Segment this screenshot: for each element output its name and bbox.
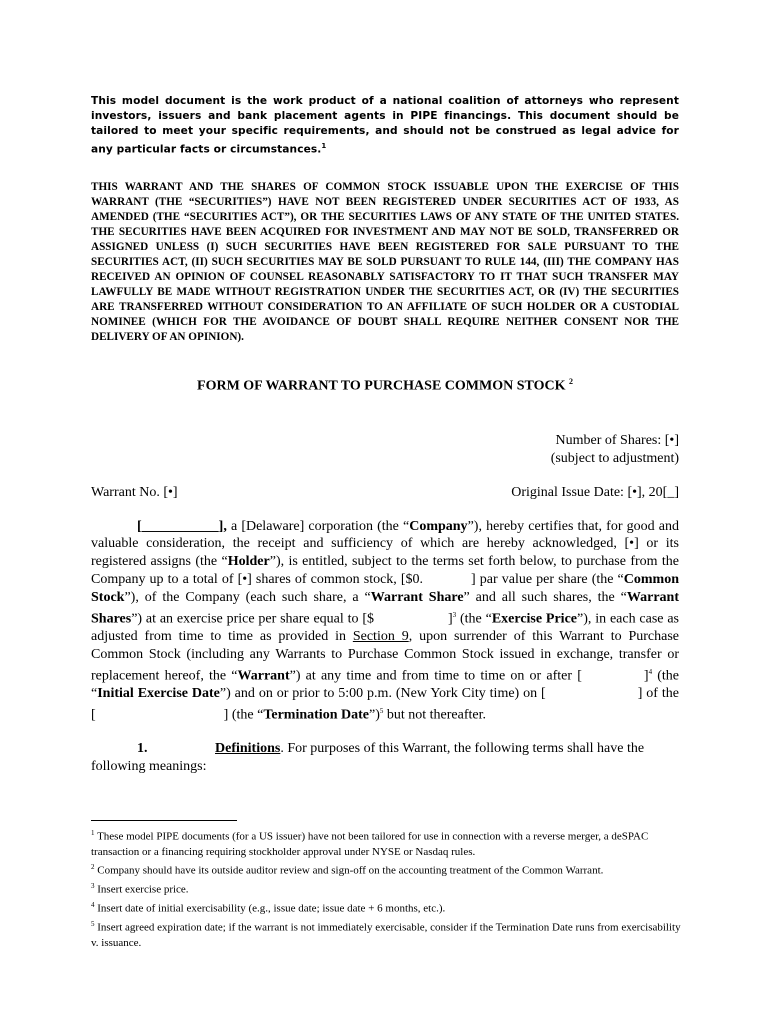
section-9-reference: Section 9	[352, 629, 409, 645]
para-text: ”), is entitled, subject to the terms set forth below, to purchase from the Company up to a total of [•] shares of common stock, [$0.	[91, 554, 680, 587]
footnote-number: 3	[91, 881, 95, 890]
term-exercise-price: Exercise Price	[491, 611, 578, 627]
footnote-ref-4: 4	[648, 667, 653, 676]
definitions-heading: Definitions	[215, 741, 281, 757]
term-holder: Holder	[227, 554, 270, 570]
footnote-number: 5	[91, 919, 95, 928]
warrant-number: Warrant No. [•]	[91, 484, 178, 500]
para-text: ” and all such shares, the “	[463, 589, 627, 605]
para-text: ] (the “	[223, 707, 264, 723]
para-text: but not thereafter.	[383, 707, 487, 723]
number-of-shares: Number of Shares: [•]	[555, 433, 679, 449]
footnote-4	[91, 898, 681, 917]
footnote-ref-3: 3	[452, 610, 457, 619]
term-warrant: Warrant	[237, 668, 290, 684]
title-text: FORM OF WARRANT TO PURCHASE COMMON STOCK	[197, 378, 566, 394]
para-text: ”), of the Company (each such share, a “	[124, 589, 371, 605]
para-text: ]	[448, 611, 453, 627]
company-name-blank: [___________],	[137, 518, 227, 534]
original-issue-date: Original Issue Date: [•], 20[_]	[511, 484, 679, 500]
document-title	[91, 377, 679, 395]
term-warrant-shares: Warrant Shares	[91, 589, 679, 627]
notice-text: This model document is the work product of a national coalition of attorneys who represent investors, issuers and bank placement agents in PIPE financings. This document should be tailored to meet your specific requirements, and should not be construed as legal advice for any particular facts or circumstances.	[91, 95, 679, 156]
model-document-notice	[91, 94, 679, 158]
footnote-1	[91, 826, 681, 860]
footnote-text: Insert agreed expiration date; if the warrant is not immediately exercisable, consider if the Termination Date runs from exercisability v. issuance.	[91, 921, 681, 949]
footnote-5	[91, 917, 681, 951]
footnote-text: Insert exercise price.	[97, 883, 189, 896]
term-initial-exercise-date: Initial Exercise Date	[97, 686, 220, 702]
definitions-section	[91, 740, 679, 776]
para-text: ”)	[368, 707, 380, 723]
term-termination-date: Termination Date	[263, 707, 369, 723]
footnote-number: 2	[91, 863, 95, 872]
document-page	[91, 94, 679, 790]
footnote-text: Company should have its outside auditor review and sign-off on the accounting treatment of the Common Warrant.	[97, 864, 604, 877]
footnote-separator	[91, 820, 237, 821]
para-text: ”), hereby certifies that, for good and valuable consideration, the receipt and sufficiency of which are hereby acknowledged, [•] or its registered assigns (the “	[91, 518, 679, 570]
term-company: Company	[409, 518, 468, 534]
definitions-text: . For purposes of this Warrant, the following terms shall have the following meanings:	[91, 741, 645, 775]
footnote-number: 4	[91, 900, 95, 909]
term-warrant-share: Warrant Share	[370, 589, 464, 605]
para-text: (the “	[91, 668, 680, 702]
footnote-text: Insert date of initial exercisability (e.g., issue date; issue date + 6 months, etc.).	[97, 902, 446, 915]
footnote-ref-5: 5	[379, 706, 384, 715]
para-text: ”) and on or prior to 5:00 p.m. (New York City time) on [	[219, 686, 546, 702]
section-number: 1.	[137, 741, 148, 757]
securities-legend: THIS WARRANT AND THE SHARES OF COMMON STOCK ISSUABLE UPON THE EXERCISE OF THIS WARRANT (THE “SECURITIES”) HAVE NOT BEEN REGISTERED UNDER SECURITIES ACT OF 1933, AS AMENDED (THE “SECURITIES ACT”), OR THE SECURITIES LAWS OF ANY STATE OF THE UNITED STATES. THE SECURITIES HAVE BEEN ACQUIRED FOR INVESTMENT AND MAY NOT BE SOLD, TRANSFERRED OR ASSIGNED UNLESS (I) SUCH SECURITIES HAVE BEEN REGISTERED FOR SALE PURSUANT TO THE SECURITIES ACT, (II) SUCH SECURITIES MAY BE SOLD PURSUANT TO RULE 144, (III) THE COMPANY HAS RECEIVED AN OPINION OF COUNSEL REASONABLY SATISFACTORY TO IT THAT SUCH TRANSFER MAY LAWFULLY BE MADE WITHOUT REGISTRATION UNDER THE SECURITIES ACT, OR (IV) THE SECURITIES ARE TRANSFERRED WITHOUT CONSIDERATION TO AN AFFILIATE OF SUCH HOLDER OR A CUSTODIAL NOMINEE (WHICH FOR THE AVOIDANCE OF DOUBT SHALL REQUIRE NEITHER CONSENT NOR THE DELIVERY OF AN OPINION).	[91, 180, 679, 343]
warrant-main-paragraph	[91, 518, 679, 725]
para-text: ”) at any time and from time to time on or after [	[289, 668, 582, 684]
warrant-header-row	[91, 484, 679, 502]
shares-block	[91, 432, 679, 468]
para-text: ]	[643, 668, 649, 684]
term-common-stock: Common Stock	[91, 571, 680, 605]
para-text: (the “	[456, 611, 492, 627]
footnote-ref-2: 2	[568, 376, 573, 386]
para-text: , upon surrender of this Warrant to Purchase Common Stock (including any Warrants to Purchase Common Stock issued in exchange, transfer or replacement hereof, the “	[91, 629, 679, 684]
para-text: a [Delaware] corporation (the “	[226, 518, 410, 534]
footnote-2	[91, 860, 681, 879]
subject-to-adjustment: (subject to adjustment)	[550, 450, 679, 466]
para-text: ] of the [	[91, 686, 679, 723]
para-text: ] par value per share (the “	[471, 571, 624, 587]
footnote-3	[91, 879, 681, 898]
para-text: ”) at an exercise price per share equal to [$	[131, 611, 374, 627]
footnote-number: 1	[91, 829, 95, 837]
footnote-text: These model PIPE documents (for a US issuer) have not been tailored for use in connection with a reverse merger, a deSPAC transaction or a financing requiring stockholder approval under NYSE or Nasdaq rules.	[91, 830, 649, 858]
para-text: ”), in each case as adjusted from time to time as provided in	[91, 611, 679, 645]
footnote-ref-1: 1	[321, 142, 327, 150]
footnotes	[91, 826, 681, 951]
